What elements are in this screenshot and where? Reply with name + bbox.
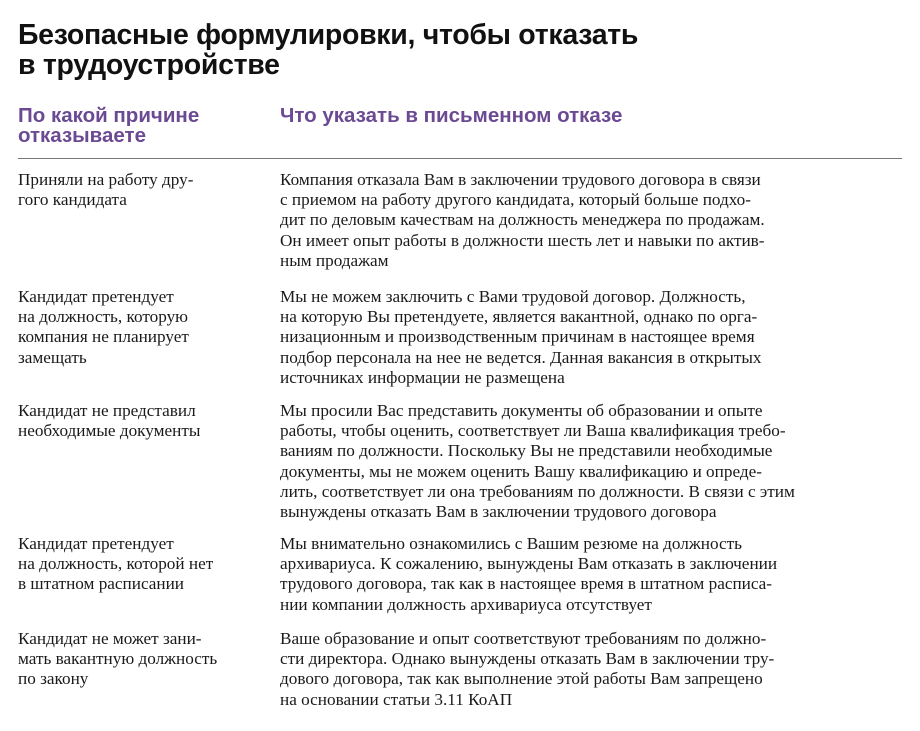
reason-cell: Приняли на работу дру- гого кандидата	[18, 170, 194, 210]
column-header-reason: По какой причине отказываете	[18, 104, 200, 147]
table-row	[18, 401, 902, 534]
table-row	[18, 170, 902, 287]
reason-cell: Кандидат претендует на должность, которую компания не планирует замещать	[18, 287, 189, 367]
page-title: Безопасные формулировки, чтобы отказать в трудоустройстве	[18, 19, 639, 81]
table-row	[18, 534, 902, 629]
refusal-text-cell: Мы внимательно ознакомились с Вашим резюме на должность архивариуса. К сожалению, вынуждены Вам отказать в заключении трудового договора, так как в настоящее время в штатном расписа- нии компании должность архивариуса отсутствует	[280, 534, 778, 614]
refusal-text-cell: Ваше образование и опыт соответствуют требованиям по должно- сти директора. Однако вынуждены отказать Вам в заключении тру- дового договора, так как выполнение этой работы Вам запрещено на основании статьи 3.11 КоАП	[280, 629, 775, 709]
reason-cell: Кандидат не может зани- мать вакантную должность по закону	[18, 629, 218, 689]
refusal-text-cell: Компания отказала Вам в заключении трудового договора в связи с приемом на работу другого кандидата, который больше подхо- дит по деловым качествам на должность менеджера по продажам. Он имеет опыт работы в должности шесть лет и навыки по актив- ным продажам	[280, 170, 765, 270]
refusal-text-cell: Мы просили Вас представить документы об образовании и опыте работы, чтобы оценить, соответствует ли Ваша квалификация требо- ваниям по должности. Поскольку Вы не представили необходимые документы, мы не можем оценить Вашу квалификацию и опреде- лить, соответствует ли она требованиям по должности. В связи с этим вынуждены отказать Вам в заключении трудового договора	[280, 401, 795, 522]
table-header	[18, 106, 902, 148]
reason-cell: Кандидат претендует на должность, которой нет в штатном расписании	[18, 534, 214, 594]
document	[18, 19, 902, 709]
reason-cell: Кандидат не представил необходимые документы	[18, 401, 201, 441]
refusal-text-cell: Мы не можем заключить с Вами трудовой договор. Должность, на которую Вы претендуете, является вакантной, однако по орга- низационным и производственным причинам в настоящее время подбор персонала на нее не ведется. Данная вакансия в открытых источниках информации не размещена	[280, 287, 762, 387]
column-header-text: Что указать в письменном отказе	[280, 104, 623, 127]
table-row	[18, 629, 902, 719]
header-divider	[18, 158, 902, 159]
table-body	[18, 170, 902, 719]
table-row	[18, 287, 902, 401]
